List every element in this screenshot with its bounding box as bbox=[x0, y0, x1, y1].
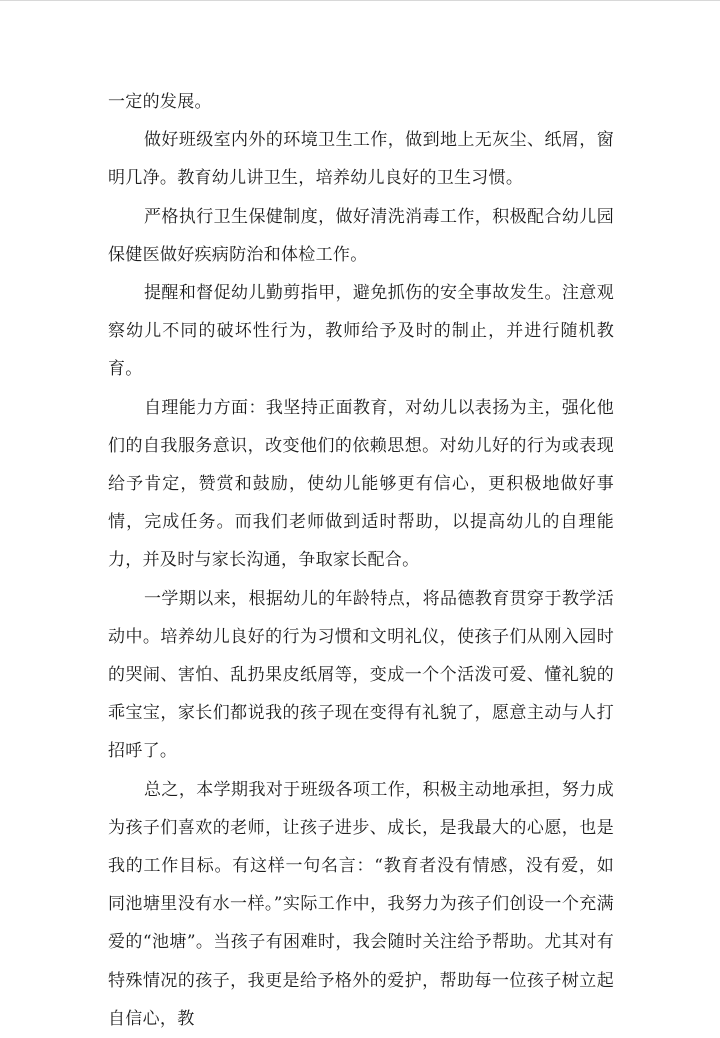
paragraph-health-system: 严格执行卫生保健制度，做好清洗消毒工作，积极配合幼儿园保健医做好疾病防治和体检工作。 bbox=[108, 206, 614, 265]
paragraph-summary: 总之，本学期我对于班级各项工作，积极主动地承担，努力成为孩子们喜欢的老师，让孩子进步、成长，是我最大的心愿，也是我的工作目标。有这样一句名言：“教育者没有情感，没有爱，如同池塘里没有水一样。”实际工作中，我努力为孩子们创设一个充满爱的“池塘”。当孩子有困难时，我会随时关注给予帮助。尤其对有特殊情况的孩子，我更是给予格外的爱护，帮助每一位孩子树立起自信心，教 bbox=[108, 779, 614, 1029]
paragraph-safety: 提醒和督促幼儿勤剪指甲，避免抓伤的安全事故发生。注意观察幼儿不同的破坏性行为，教师给予及时的制止，并进行随机教育。 bbox=[108, 283, 614, 380]
paragraph-hygiene-environment: 做好班级室内外的环境卫生工作，做到地上无灰尘、纸屑，窗明几净。教育幼儿讲卫生，培养幼儿良好的卫生习惯。 bbox=[108, 130, 614, 189]
paragraph-self-care: 自理能力方面：我坚持正面教育，对幼儿以表扬为主，强化他们的自我服务意识，改变他们的依赖思想。对幼儿好的行为或表现给予肯定，赞赏和鼓励，使幼儿能够更有信心，更积极地做好事情，完成任务。而我们老师做到适时帮助，以提高幼儿的自理能力，并及时与家长沟通，争取家长配合。 bbox=[108, 397, 614, 571]
paragraph-moral-education: 一学期以来，根据幼儿的年龄特点，将品德教育贯穿于教学活动中。培养幼儿良好的行为习惯和文明礼仪，使孩子们从刚入园时的哭闹、害怕、乱扔果皮纸屑等，变成一个个活泼可爱、懂礼貌的乖宝宝，家长们都说我的孩子现在变得有礼貌了，愿意主动与人打招呼了。 bbox=[108, 588, 614, 762]
document-body bbox=[108, 83, 614, 1038]
paragraph-continuation: 一定的发展。 bbox=[108, 92, 212, 112]
